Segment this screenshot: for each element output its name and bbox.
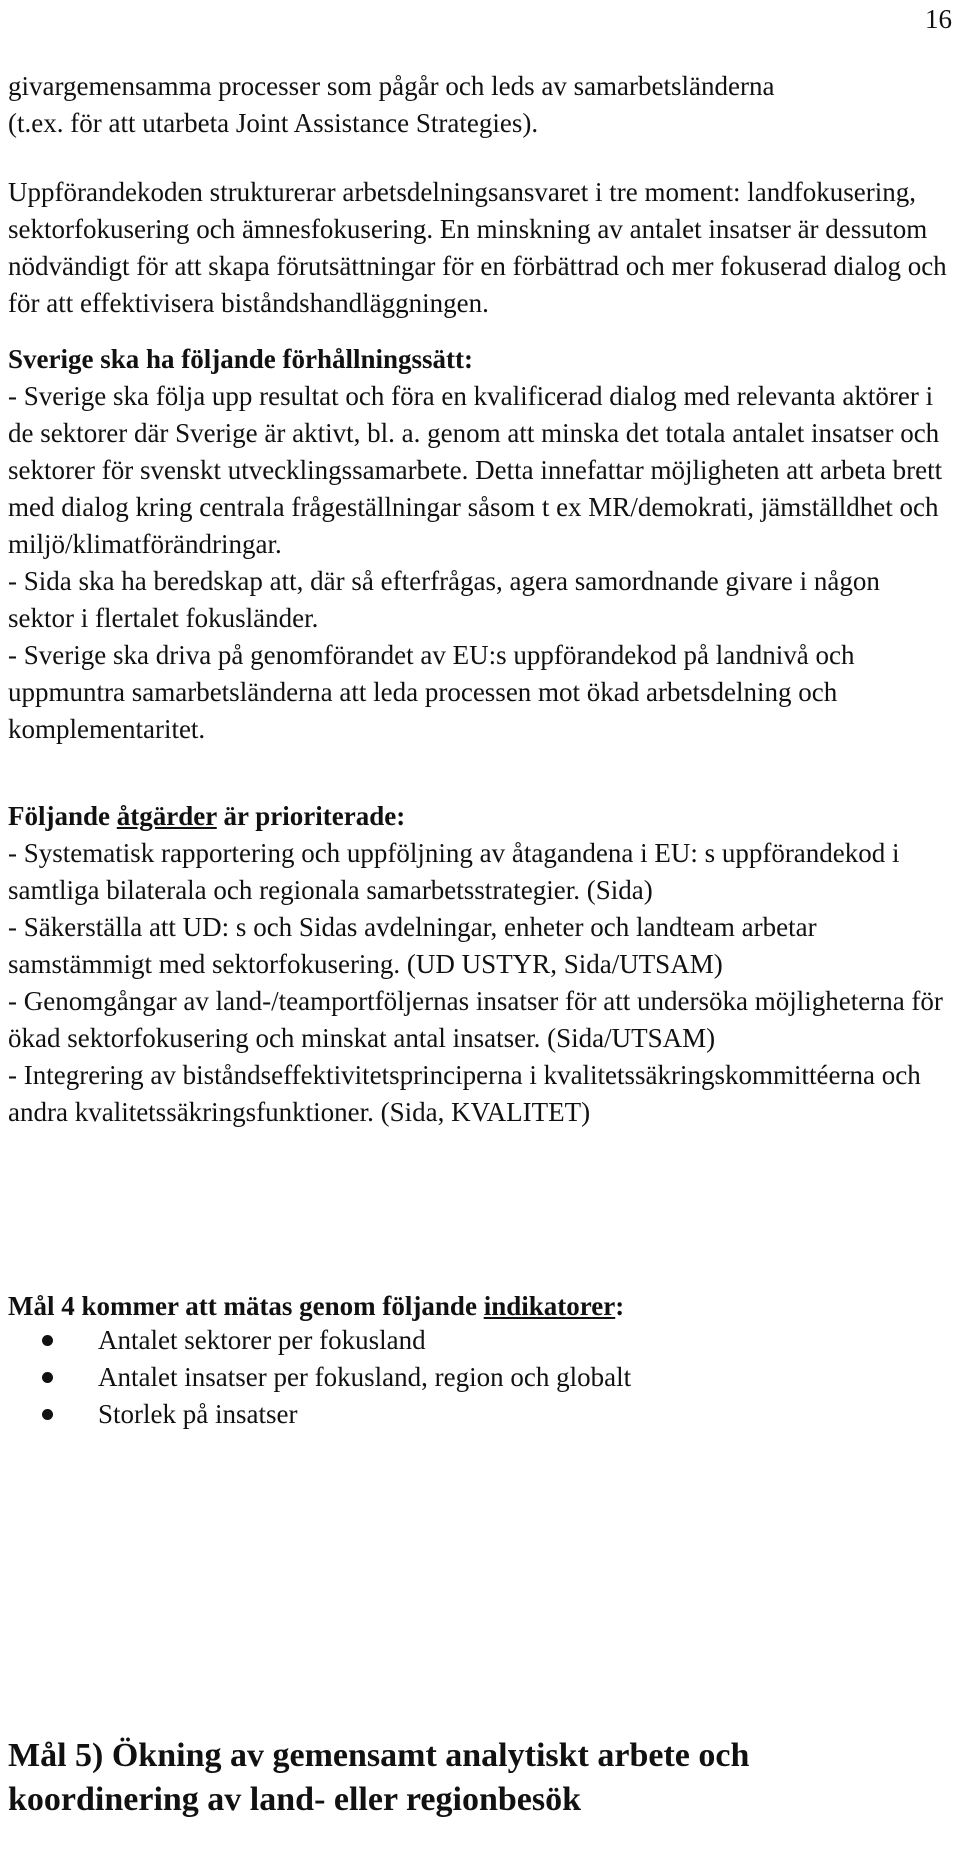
measure-item: - Genomgångar av land-/teamportföljernas insatser för att undersöka möjligheterna för ökad sektorfokusering och minskat antal insatser. (Sida/UTSAM) xyxy=(8,986,943,1053)
indicator-text: Antalet sektorer per fokusland xyxy=(98,1325,426,1355)
stance-section xyxy=(8,341,948,748)
indicator-item xyxy=(8,1396,908,1433)
bullet-icon xyxy=(42,1409,53,1420)
goal-5-heading: Mål 5) Ökning av gemensamt analytiskt arbete och koordinering av land- eller regionbesök xyxy=(8,1737,750,1818)
indicator-item xyxy=(8,1359,908,1396)
bullet-icon xyxy=(42,1335,53,1346)
indicator-text: Antalet insatser per fokusland, region och globalt xyxy=(98,1362,632,1392)
indicators-heading-text: Mål 4 kommer att mätas genom följande xyxy=(8,1291,484,1321)
measure-item: - Säkerställa att UD: s och Sidas avdelningar, enheter och landteam arbetar samstämmigt med sektorfokusering. (UD USTYR, Sida/UTSAM) xyxy=(8,912,817,979)
measures-heading-text: är prioriterade: xyxy=(216,801,406,831)
indicator-text: Storlek på insatser xyxy=(98,1399,298,1429)
measures-heading-underlined: åtgärder xyxy=(116,801,217,831)
indicators-heading-underlined: indikatorer xyxy=(483,1291,616,1321)
measures-section xyxy=(8,798,948,1131)
stance-item: - Sverige ska följa upp resultat och föra en kvalificerad dialog med relevanta aktörer i de sektorer där Sverige är aktivt, bl. a. genom att minska det totala antalet insatser och sektorer för svenskt utvecklingssamarbete. Detta innefattar möjligheten att arbeta brett med dialog kring centrala frågeställningar såsom t ex MR/demokrati, jämställdhet och miljö/klimatförändringar. xyxy=(8,381,943,559)
measure-item: - Integrering av biståndseffektivitetsprinciperna i kvalitetssäkringskommittéerna och andra kvalitetssäkringsfunktioner. (Sida, KVALITET) xyxy=(8,1060,921,1127)
indicator-list xyxy=(8,1322,908,1433)
stance-item: - Sida ska ha beredskap att, där så efterfrågas, agera samordnande givare i någon sektor i flertalet fokusländer. xyxy=(8,566,880,633)
indicator-item xyxy=(8,1322,908,1359)
paragraph-continuation xyxy=(8,68,948,142)
measures-heading-text: Följande xyxy=(8,801,117,831)
stance-heading: Sverige ska ha följande förhållningssätt: xyxy=(8,344,474,374)
paragraph-code-of-conduct: Uppförandekoden strukturerar arbetsdelningsansvaret i tre moment: landfokusering, sektorfokusering och ämnesfokusering. En minskning av antalet insatser är dessutom nödvändigt för att skapa förutsättningar för en förbättrad och mer fokuserad dialog och för att effektivisera biståndshandläggningen. xyxy=(8,177,947,318)
paragraph-line: (t.ex. för att utarbeta Joint Assistance Strategies). xyxy=(8,108,539,138)
bullet-icon xyxy=(42,1372,53,1383)
paragraph-line: givargemensamma processer som pågår och leds av samarbetsländerna xyxy=(8,71,775,101)
measure-item: - Systematisk rapportering och uppföljning av åtagandena i EU: s uppförandekod i samtliga bilaterala och regionala samarbetsstrategier. (Sida) xyxy=(8,838,900,905)
stance-item: - Sverige ska driva på genomförandet av EU:s uppförandekod på landnivå och uppmuntra samarbetsländerna att leda processen mot ökad arbetsdelning och komplementaritet. xyxy=(8,640,855,744)
page-number: 16 xyxy=(925,4,952,34)
indicators-heading-text: : xyxy=(615,1291,625,1321)
indicators-heading xyxy=(8,1288,948,1325)
measures-heading xyxy=(8,798,948,835)
